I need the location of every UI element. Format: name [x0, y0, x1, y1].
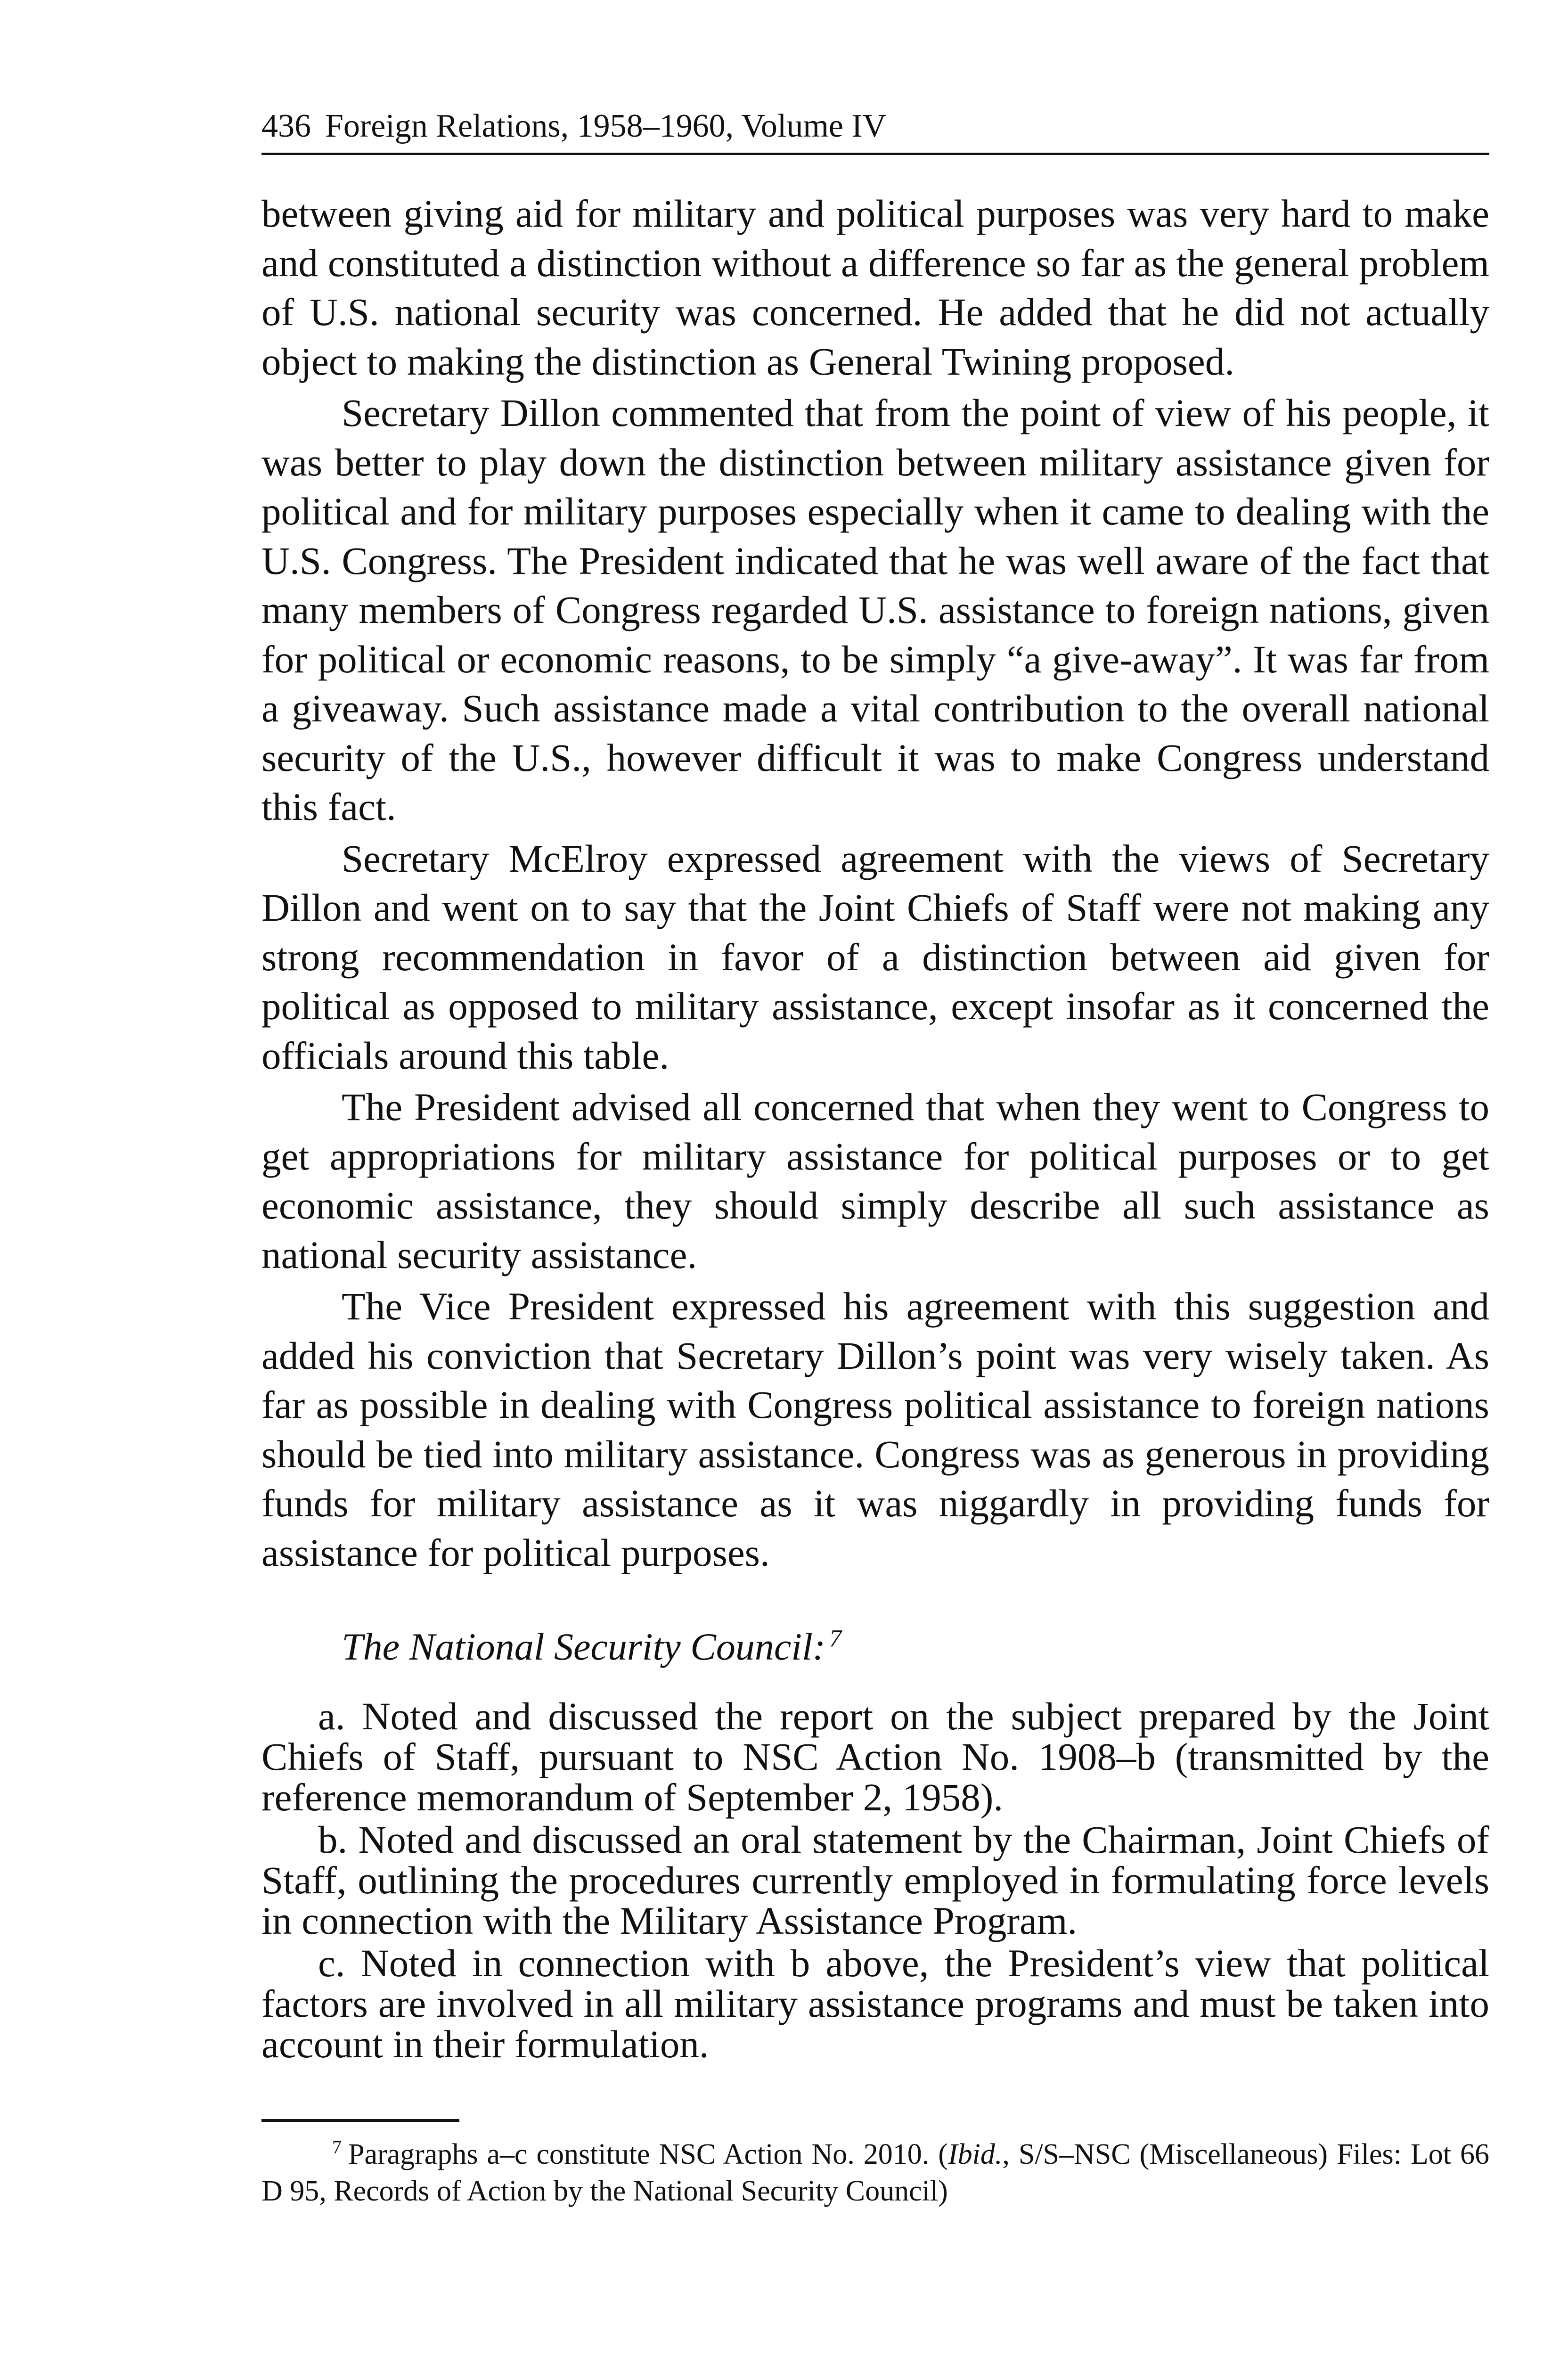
running-title: Foreign Relations, 1958–1960, Volume IV [325, 108, 887, 144]
action-item-a: a. Noted and discussed the report on the subject prepared by the Joint Chiefs of Staff, pursuant to NSC Action No. 1908–b (transmitted by the reference memorandum of September 2, 1958). [261, 1694, 1489, 1819]
footnote-divider [261, 2119, 459, 2122]
action-item-c: c. Noted in connection with b above, the President’s view that political factors are involved in all military assistance programs and must be taken into account in their formulation. [261, 1941, 1489, 2066]
body-paragraph-1: between giving aid for military and political purposes was very hard to make and constituted a distinction without a difference so far as the general problem of U.S. national security was concerned. He added that he did not actually object to making the distinction as General Twining proposed. [261, 192, 1489, 383]
running-head [261, 104, 1489, 155]
footnote [261, 2136, 1489, 2209]
footnote-ibid: Ibid. [947, 2138, 1003, 2170]
footnote-text-before: Paragraphs a–c constitute NSC Action No. 2010. ( [348, 2138, 948, 2170]
footnote-reference[interactable]: 7 [829, 1625, 842, 1652]
body-paragraph-2: Secretary Dillon commented that from the point of view of his people, it was better to play down the distinction between military assistance given for political and for military purposes especially when it came to dealing with the U.S. Congress. The President indicated that he was well aware of the fact that many members of Congress regarded U.S. assistance to foreign nations, given for political or economic reasons, to be simply “a give-away”. It was far from a giveaway. Such assistance made a vital contribution to the overall national security of the U.S., however difficult it was to make Congress understand this fact. [261, 391, 1489, 828]
action-item-b: b. Noted and discussed an oral statement by the Chairman, Joint Chiefs of Staff, outlining the procedures currently employed in formulating force levels in connection with the Military Assistance Program. [261, 1818, 1489, 1942]
body-text [261, 189, 1489, 1577]
footnote-text-after: , S/S–NSC (Miscellaneous) Files: Lot 66 D 95, Records of Action by the National Security Council) [261, 2138, 1489, 2207]
council-heading-text: The National Security Council: [342, 1625, 826, 1668]
council-heading [342, 1622, 1489, 1671]
footnote-marker: 7 [332, 2136, 342, 2158]
body-paragraph-5: The Vice President expressed his agreement with this suggestion and added his conviction that Secretary Dillon’s point was very wisely taken. As far as possible in dealing with Congress political assistance to foreign nations should be tied into military assistance. Congress was as generous in providing funds for military assistance as it was niggardly in providing funds for assistance for political purposes. [261, 1284, 1489, 1574]
body-paragraph-4: The President advised all concerned that when they went to Congress to get appropriations for military assistance for political purposes or to get economic assistance, they should simply describe all such assistance as national security assistance. [261, 1085, 1489, 1276]
document-page [261, 104, 1489, 2209]
body-paragraph-3: Secretary McElroy expressed agreement with the views of Secretary Dillon and went on to say that the Joint Chiefs of Staff were not making any strong recommendation in favor of a distinction between aid given for political as opposed to military assistance, except insofar as it concerned the officials around this table. [261, 836, 1489, 1077]
council-actions [261, 1696, 1489, 2064]
page-number: 436 [261, 108, 311, 144]
